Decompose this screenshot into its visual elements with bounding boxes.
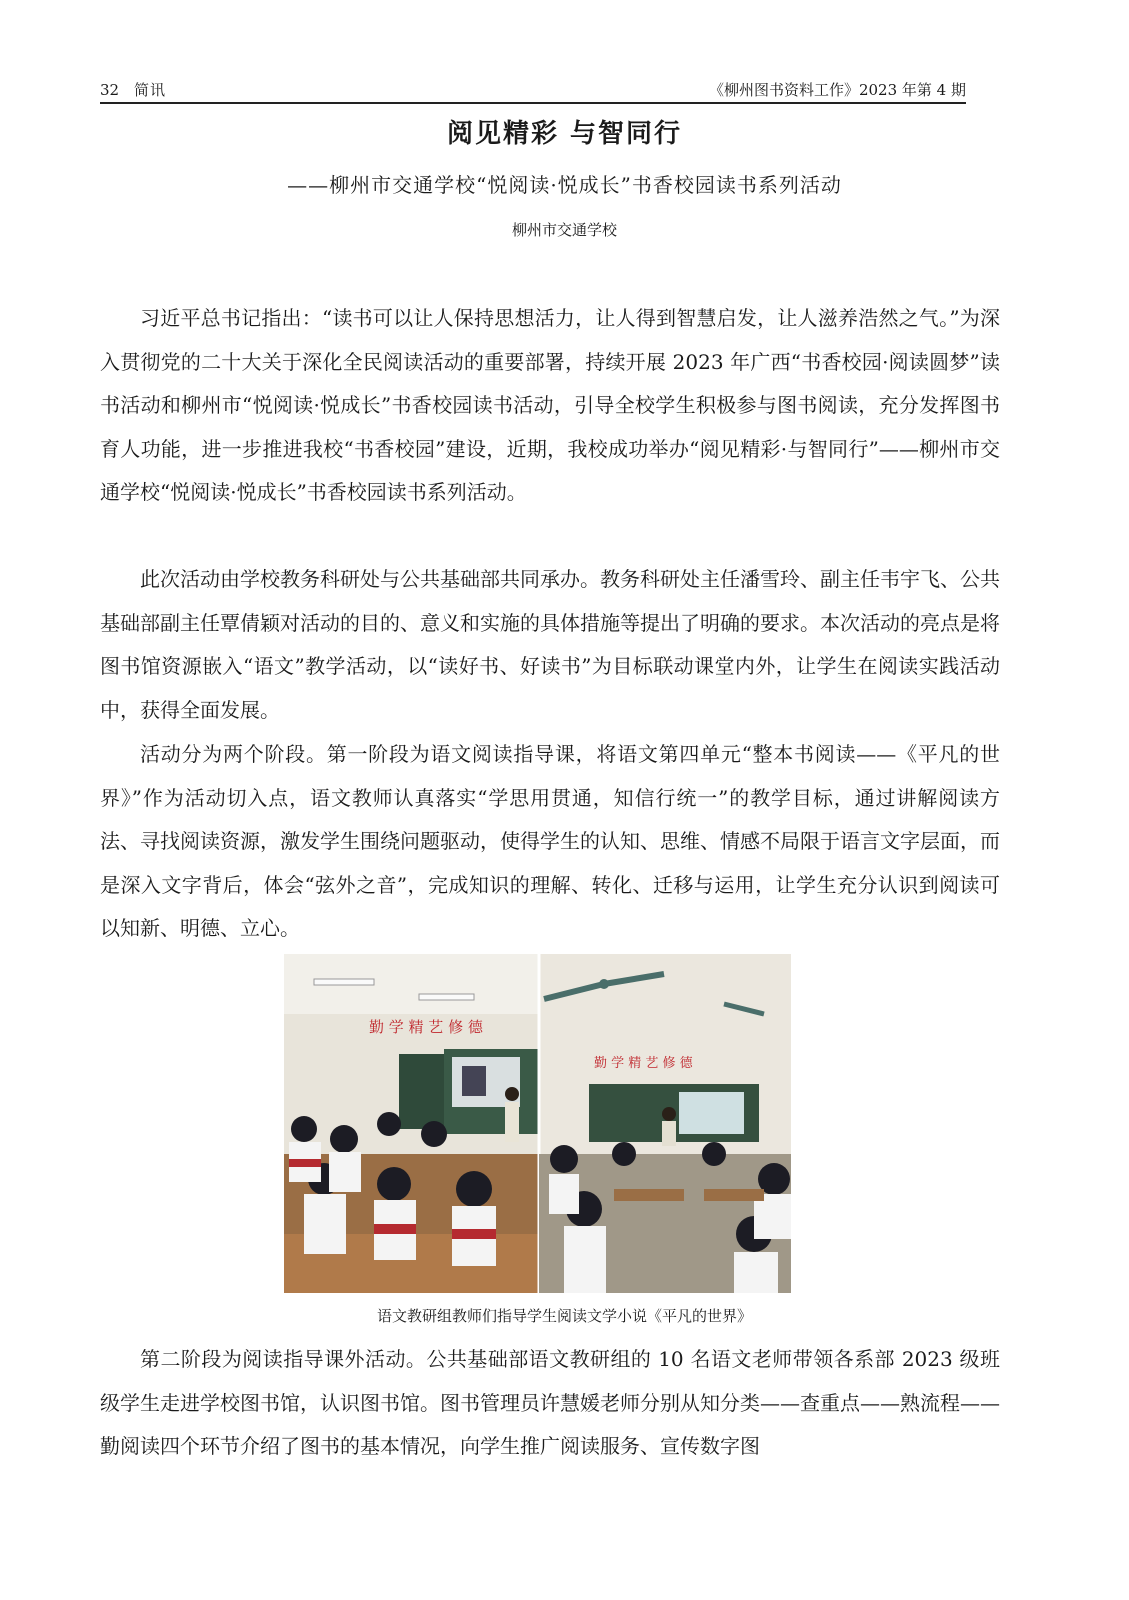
banner-text-right: 勤 学 精 艺 修 德 [594, 1056, 693, 1071]
body-paragraph-2: 此次活动由学校教务科研处与公共基础部共同承办。教务科研处主任潘雪玲、副主任韦宇飞、公共基础部副主任覃倩颖对活动的目的、意义和实施的具体措施等提出了明确的要求。本次活动的亮点是将图书馆资源嵌入“语文”教学活动，以“读好书、好读书”为目标联动课堂内外，让学生在阅读实践活动中，获得全面发展。 [100, 567, 1000, 722]
section-label: 简讯 [134, 81, 167, 99]
article-author: 柳州市交通学校 [511, 221, 617, 239]
page-header [100, 78, 966, 104]
body-paragraph-4: 第二阶段为阅读指导课外活动。公共基础部语文教研组的 10 名语文老师带领各系部 2023 级班级学生走进学校图书馆，认识图书馆。图书管理员许慧媛老师分别从知分类——查重点——熟流程——勤阅读四个环节介绍了图书的基本情况，向学生推广阅读服务、宣传数字图 [100, 1347, 1000, 1458]
page-number: 32 [100, 81, 120, 99]
journal-issue: 《柳州图书资料工作》2023 年第 4 期 [708, 81, 966, 99]
body-paragraph-1: 习近平总书记指出：“读书可以让人保持思想活力，让人得到智慧启发，让人滋养浩然之气。”为深入贯彻党的二十大关于深化全民阅读活动的重要部署，持续开展 2023 年广西“书香校园·阅读圆梦”读书活动和柳州市“悦阅读·悦成长”书香校园读书活动，引导全校学生积极参与图书阅读，充分发挥图书育人功能，进一步推进我校“书香校园”建设，近期，我校成功举办“阅见精彩·与智同行”——柳州市交通学校“悦阅读·悦成长”书香校园读书系列活动。 [100, 306, 1000, 504]
banner-text-left: 勤 学 精 艺 修 德 [369, 1018, 483, 1036]
classroom-photo [284, 954, 791, 1293]
body-paragraph-3: 活动分为两个阶段。第一阶段为语文阅读指导课，将语文第四单元“整本书阅读——《平凡的世界》”作为活动切入点，语文教师认真落实“学思用贯通，知信行统一”的教学目标，通过讲解阅读方法、寻找阅读资源，激发学生围绕问题驱动，使得学生的认知、思维、情感不局限于语言文字层面，而是深入文字背后，体会“弦外之音”，完成知识的理解、转化、迁移与运用，让学生充分认识到阅读可以知新、明德、立心。 [100, 742, 1000, 940]
article-title: 阅见精彩 与智同行 [446, 119, 683, 149]
article-subtitle: ——柳州市交通学校“悦阅读·悦成长”书香校园读书系列活动 [287, 173, 842, 197]
photo-caption: 语文教研组教师们指导学生阅读文学小说《平凡的世界》 [376, 1307, 752, 1325]
